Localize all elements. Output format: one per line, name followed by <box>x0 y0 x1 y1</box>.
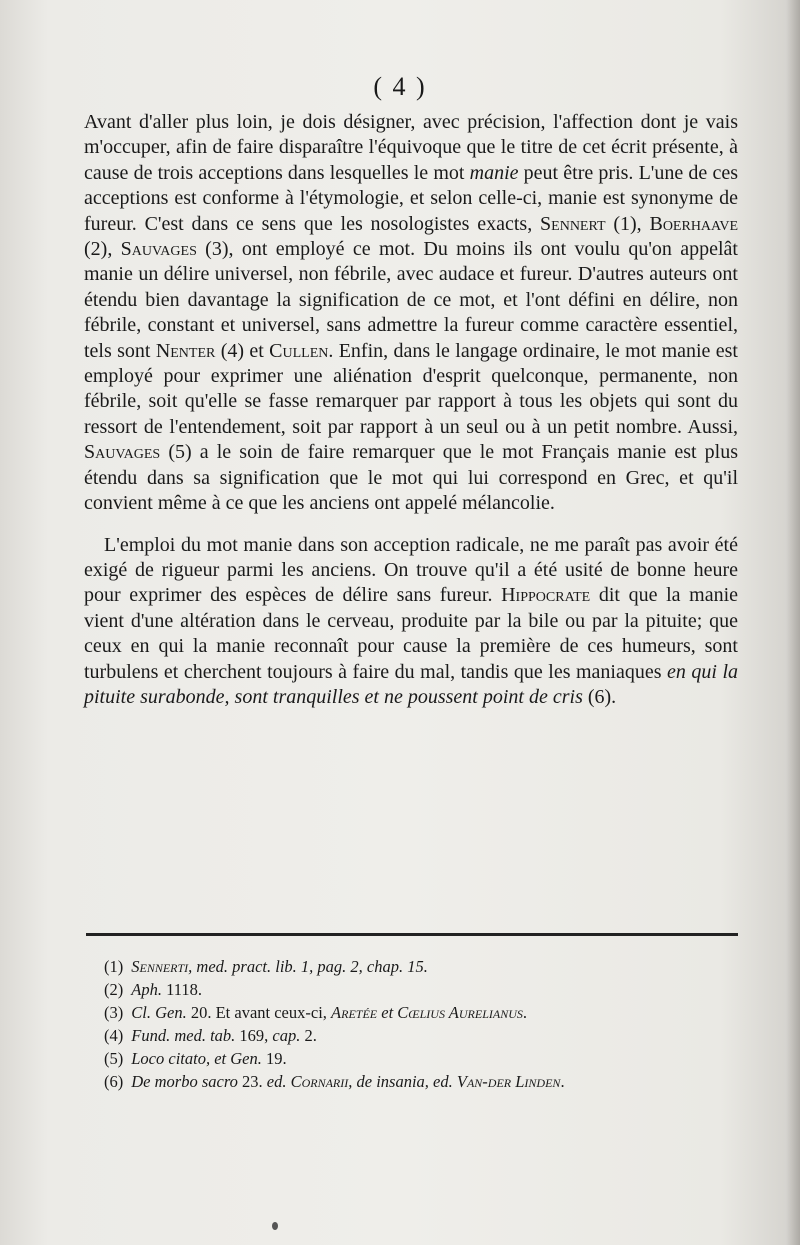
text-run: (6). <box>582 685 617 708</box>
footnote-2 <box>104 978 744 1001</box>
italic-word-manie: manie <box>469 161 519 184</box>
footnote-part: cap. <box>272 1026 301 1045</box>
footnote-number: (1) <box>104 957 124 976</box>
footnotes <box>104 955 744 1093</box>
footnote-part: Loco citato, et Gen. <box>131 1049 262 1068</box>
text-run: (2), <box>84 238 121 261</box>
footnote-part: Van-der Linden <box>456 1072 561 1091</box>
author-hippocrate: Hippocrate <box>501 584 591 607</box>
footnote-5 <box>104 1047 744 1070</box>
footnote-part: 19. <box>261 1049 287 1068</box>
body-text <box>84 110 738 710</box>
text-run: dit que la manie vient d'une altération dans le cerveau, produite par la bile ou par la pituite; que ceux en qui la manie reconnaît pour cause la première de ces humeurs, sont turbulens et cherchent toujours à faire du mal, tandis que les maniaques <box>84 584 738 683</box>
footnote-part: . <box>560 1072 565 1091</box>
paragraph-1 <box>84 110 738 517</box>
text-run: L'emploi du mot manie dans son acception radicale, ne me paraît pas avoir été exigé de rigueur parmi les anciens. On trouve qu'il a été usité de bonne heure pour exprimer des espèces de délire sans fureur. <box>84 533 738 607</box>
footnote-part: 20. Et avant ceux-ci, <box>186 1003 332 1022</box>
footnote-part: Sennerti <box>131 957 189 976</box>
footnote-part: Cornarii <box>290 1072 349 1091</box>
footnote-part: et <box>377 1003 398 1022</box>
footnote-part: De morbo sacro <box>131 1072 238 1091</box>
footnote-part: . <box>522 1003 527 1022</box>
text-run: (3), ont employé ce mot. Du moins ils ont voulu qu'on appelât manie un délire universel, non fébrile, avec audace et fureur. D'autres auteurs ont étendu bien davantage la signification de ce mot, et l'ont défini en délire, non fébrile, constant et universel, sans admettre la fureur comme caractère essentiel, tels sont <box>84 238 738 362</box>
ink-spot <box>272 1222 278 1230</box>
page-number: ( 4 ) <box>373 72 427 101</box>
author-sennert: Sennert <box>540 212 606 235</box>
text-run: (5) a le soin de faire remarquer que le mot Français manie est plus étendu dans sa signification que le mot qui lui correspond en Grec, et qu'il convient même à ce que les anciens ont appelé mélancolie. <box>84 441 738 515</box>
footnote-part: 169, <box>235 1026 273 1045</box>
footnote-part: ed. <box>266 1072 287 1091</box>
author-cullen: Cullen <box>269 339 329 362</box>
text-run: . Enfin, dans le langage ordinaire, le mot manie est employé pour exprimer une aliénation d'esprit quelconque, permanente, non fébrile, soit qu'elle se fasse remarquer par rapport à tous les objets qui sont du ressort de l'entendement, soit par rapport à un seul ou à un petit nombre. Aussi, <box>84 339 738 438</box>
footnote-number: (4) <box>104 1026 124 1045</box>
footnote-part: , med. pract. lib. 1, pag. 2, chap. 15. <box>188 957 428 976</box>
text-run: (4) et <box>215 339 270 362</box>
footnote-part: , de insania, ed. <box>348 1072 457 1091</box>
paragraph-2 <box>84 533 738 711</box>
footnote-part: 2. <box>300 1026 317 1045</box>
italic-quote: en qui la pituite surabonde, sont tranquilles et ne poussent point de cris <box>84 660 738 708</box>
footnote-part: Aph. <box>131 980 162 999</box>
footnote-6 <box>104 1070 744 1093</box>
footnote-number: (6) <box>104 1072 124 1091</box>
footnote-part: Aretée <box>331 1003 378 1022</box>
page-edge-shadow <box>786 0 800 1245</box>
footnote-part: 1118. <box>161 980 202 999</box>
author-sauvages: Sauvages <box>84 441 161 464</box>
footnote-4 <box>104 1024 744 1047</box>
text-run: (1), <box>605 212 650 235</box>
footnote-number: (5) <box>104 1049 124 1068</box>
text-run: Avant d'aller plus loin, je dois désigner, avec précision, l'affection dont je vais m'occuper, afin de faire disparaître l'équivoque que le titre de cet écrit présente, à cause de trois acceptions dans lesquelles le mot <box>84 111 738 184</box>
footnote-1 <box>104 955 744 978</box>
footnote-3 <box>104 1001 744 1024</box>
footnote-part: Cl. Gen. <box>131 1003 187 1022</box>
footnote-separator <box>86 933 738 936</box>
footnote-part: Cœlius Aurelianus <box>397 1003 523 1022</box>
footnote-part: 23. <box>237 1072 267 1091</box>
footnote-part: Fund. med. tab. <box>131 1026 236 1045</box>
author-sauvages: Sauvages <box>120 238 197 261</box>
text-run: peut être pris. L'une de ces acceptions est conforme à l'étymologie, et selon celle-ci, manie est synonyme de fureur. C'est dans ce sens que les nosologistes exacts, <box>84 161 739 235</box>
footnote-number: (2) <box>104 980 124 999</box>
author-nenter: Nenter <box>155 339 216 362</box>
footnote-number: (3) <box>104 1003 124 1022</box>
author-boerhaave: Boerhaave <box>649 212 739 235</box>
